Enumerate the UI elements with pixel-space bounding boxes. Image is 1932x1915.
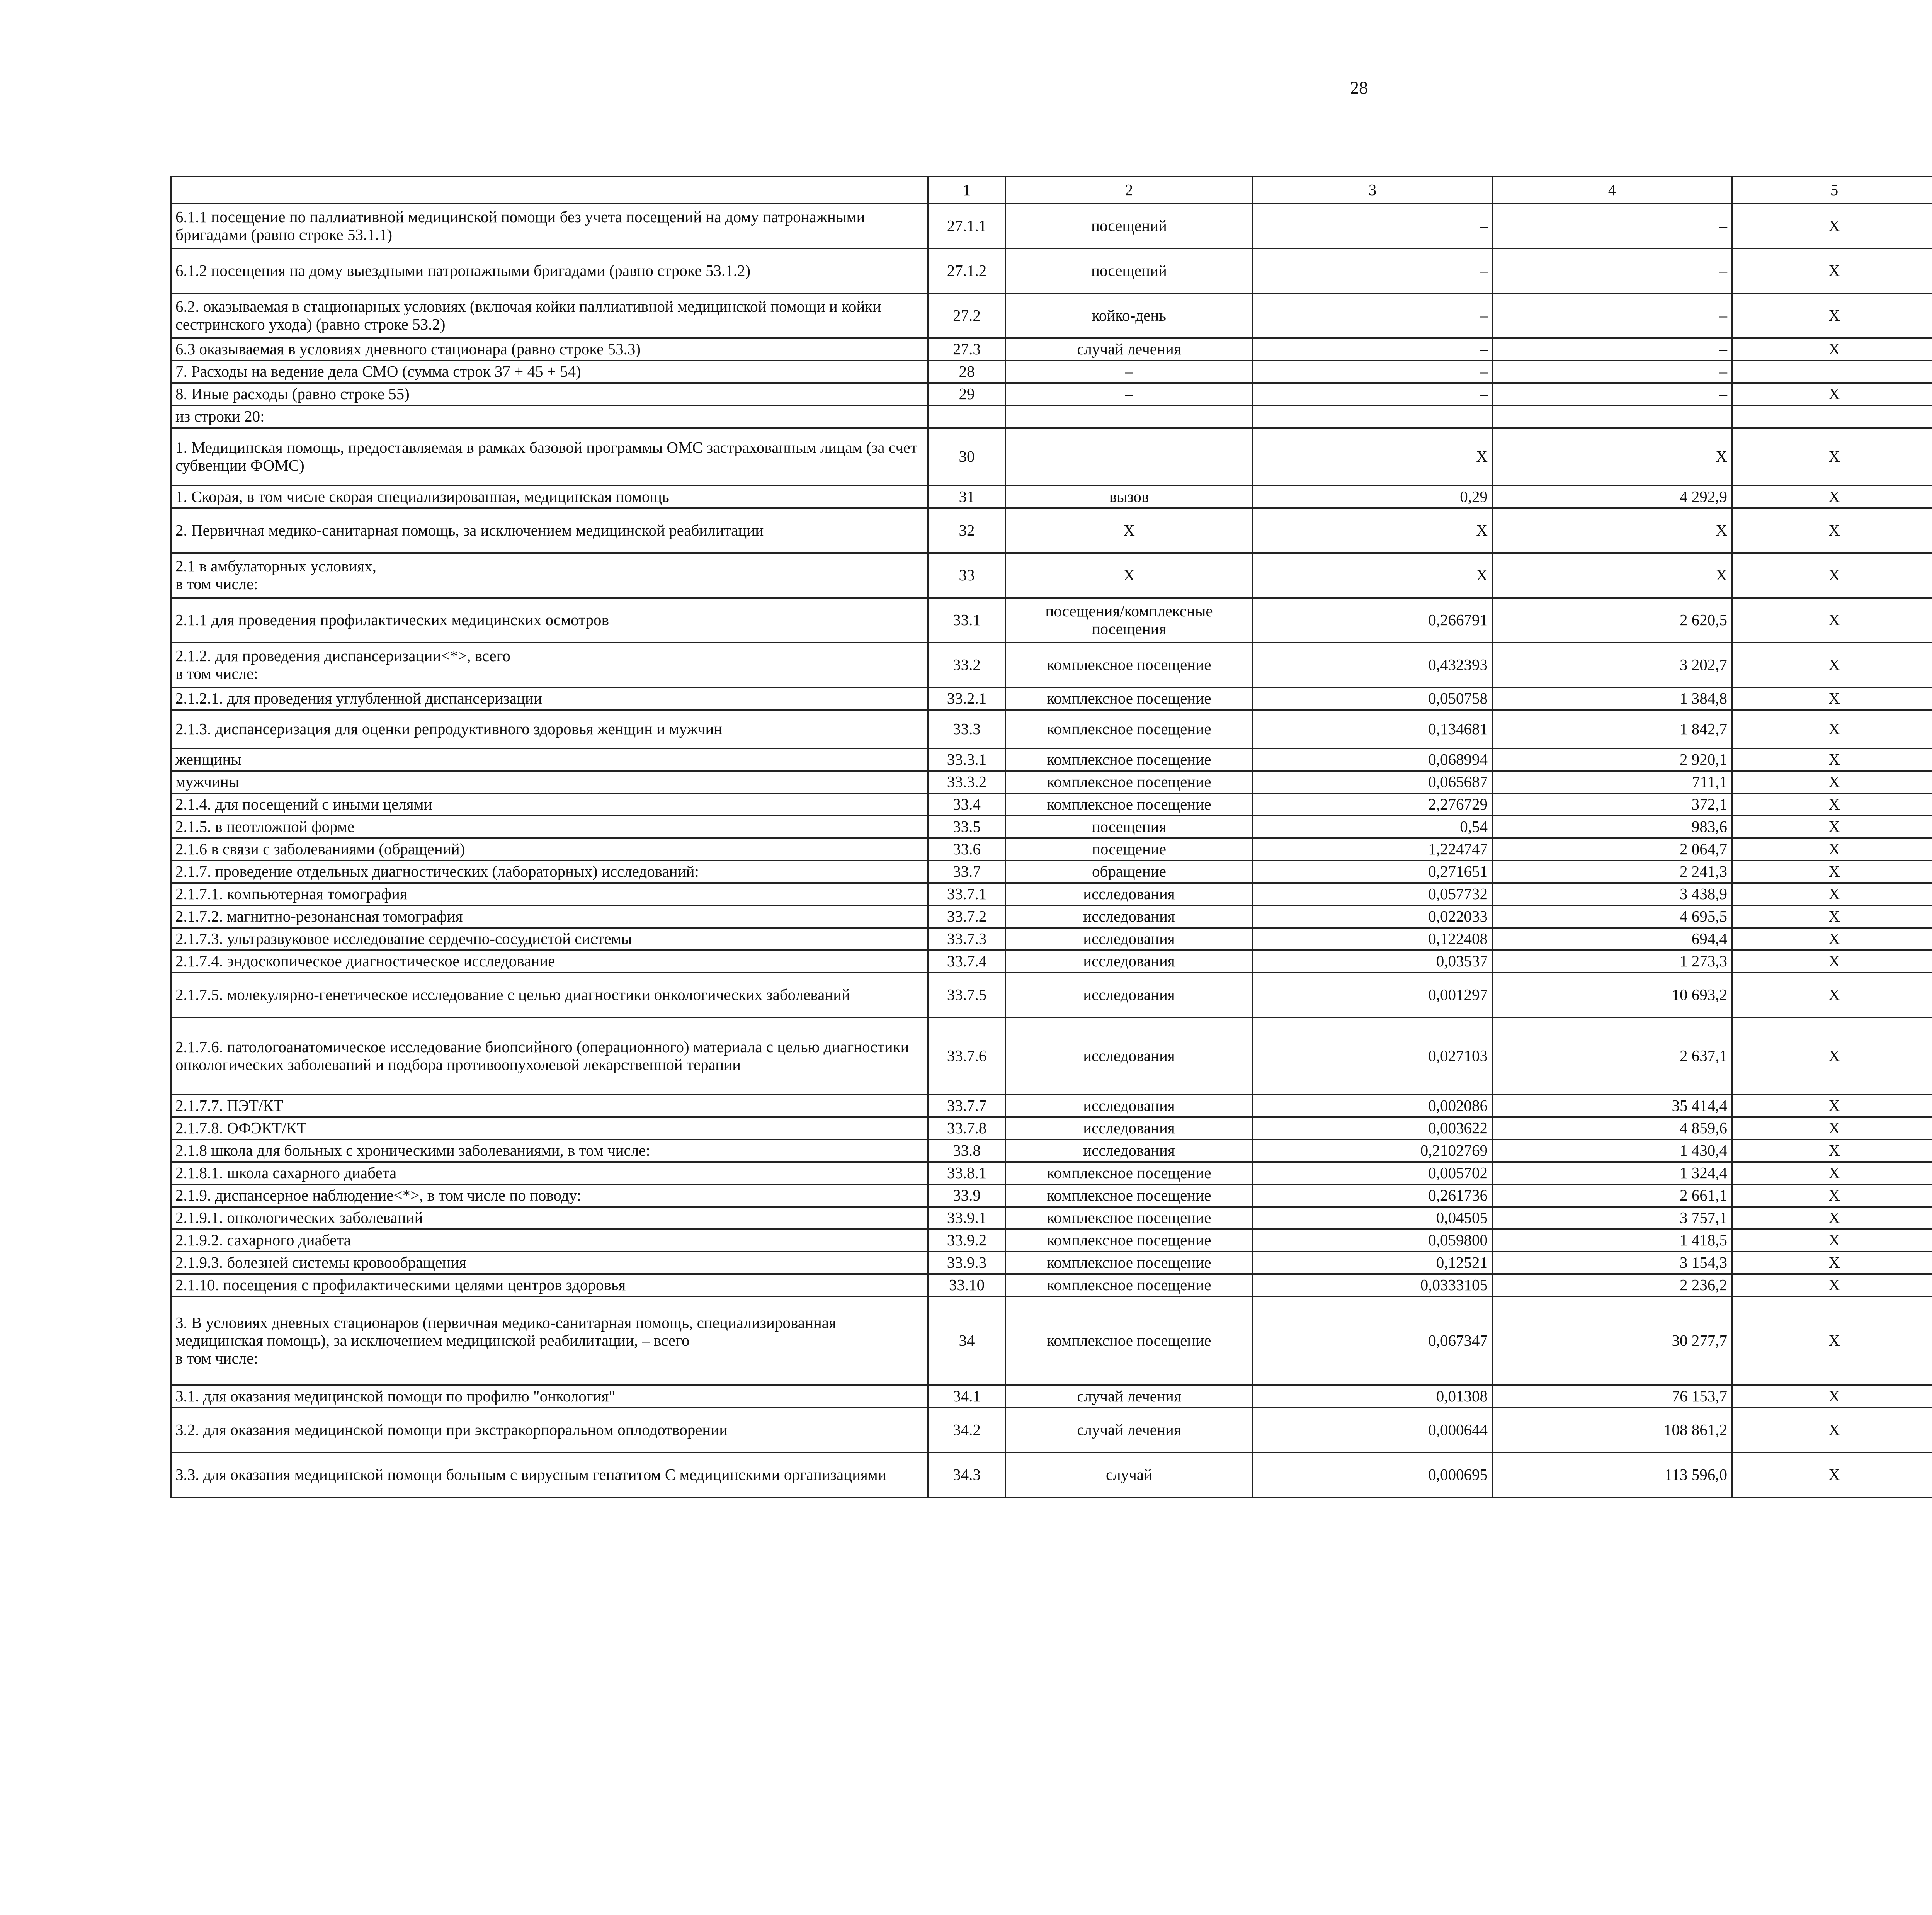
unit-cell: исследования (1005, 883, 1253, 905)
table-row (171, 710, 1932, 748)
line-number: 33 (928, 553, 1005, 598)
value-col-3 (1253, 405, 1492, 428)
table-row (171, 338, 1932, 361)
table-row (171, 248, 1932, 293)
row-name: 2.1.1 для проведения профилактических медицинских осмотров (171, 598, 928, 643)
value-col-3: 0,000644 (1253, 1408, 1492, 1452)
line-number: 33.6 (928, 838, 1005, 861)
value-col-3: 0,003622 (1253, 1117, 1492, 1139)
value-col-4: – (1492, 293, 1732, 338)
unit-cell (1005, 428, 1253, 486)
unit-cell: комплексное посещение (1005, 793, 1253, 816)
value-col-3: 0,057732 (1253, 883, 1492, 905)
table-row (171, 204, 1932, 248)
table-row (171, 361, 1932, 383)
line-number: 34.1 (928, 1385, 1005, 1408)
value-col-3: 0,432393 (1253, 643, 1492, 687)
value-col-3: – (1253, 204, 1492, 248)
unit-cell: – (1005, 383, 1253, 405)
value-col-4: 4 859,6 (1492, 1117, 1732, 1139)
data-table (170, 176, 1932, 1498)
column-header: 2 (1005, 177, 1253, 204)
value-col-5 (1732, 405, 1932, 428)
line-number: 34 (928, 1296, 1005, 1385)
value-col-5: X (1732, 1117, 1932, 1139)
row-name: 2.1.7.8. ОФЭКТ/КТ (171, 1117, 928, 1139)
line-number: 31 (928, 486, 1005, 508)
value-col-3: 0,29 (1253, 486, 1492, 508)
value-col-3: 0,2102769 (1253, 1139, 1492, 1162)
value-col-3: 0,54 (1253, 816, 1492, 838)
value-col-4: 4 695,5 (1492, 905, 1732, 928)
value-col-5: X (1732, 204, 1932, 248)
row-name: 2.1.6 в связи с заболеваниями (обращений) (171, 838, 928, 861)
value-col-5 (1732, 361, 1932, 383)
table-row (171, 687, 1932, 710)
value-col-4: 1 273,3 (1492, 950, 1732, 973)
value-col-4: 694,4 (1492, 928, 1732, 950)
table-row (171, 1207, 1932, 1229)
row-name: 2.1 в амбулаторных условиях, в том числе: (171, 553, 928, 598)
value-col-5: X (1732, 1184, 1932, 1207)
value-col-3: 0,12521 (1253, 1252, 1492, 1274)
value-col-3: – (1253, 338, 1492, 361)
line-number: 33.7.2 (928, 905, 1005, 928)
table-row (171, 1229, 1932, 1252)
line-number: 33.9.1 (928, 1207, 1005, 1229)
unit-cell: комплексное посещение (1005, 687, 1253, 710)
row-name: 8. Иные расходы (равно строке 55) (171, 383, 928, 405)
row-name: 2.1.7.2. магнитно-резонансная томография (171, 905, 928, 928)
value-col-3: 0,000695 (1253, 1452, 1492, 1497)
value-col-3: X (1253, 553, 1492, 598)
row-name: 2.1.5. в неотложной форме (171, 816, 928, 838)
unit-cell: исследования (1005, 973, 1253, 1017)
value-col-5: X (1732, 816, 1932, 838)
line-number: 33.7 (928, 861, 1005, 883)
unit-cell: вызов (1005, 486, 1253, 508)
table-row (171, 771, 1932, 793)
value-col-5: X (1732, 793, 1932, 816)
unit-cell: комплексное посещение (1005, 1274, 1253, 1296)
line-number: 33.5 (928, 816, 1005, 838)
line-number: 33.7.3 (928, 928, 1005, 950)
value-col-5: X (1732, 1139, 1932, 1162)
value-col-5: X (1732, 861, 1932, 883)
unit-cell: комплексное посещение (1005, 1229, 1253, 1252)
value-col-3: – (1253, 293, 1492, 338)
value-col-4: 3 438,9 (1492, 883, 1732, 905)
line-number: 33.7.6 (928, 1017, 1005, 1095)
row-name: 3.3. для оказания медицинской помощи больным с вирусным гепатитом С медицинскими организациями (171, 1452, 928, 1497)
line-number: 27.1.2 (928, 248, 1005, 293)
unit-cell: – (1005, 361, 1253, 383)
unit-cell: комплексное посещение (1005, 748, 1253, 771)
table-row (171, 1408, 1932, 1452)
unit-cell: случай лечения (1005, 338, 1253, 361)
unit-cell: комплексное посещение (1005, 771, 1253, 793)
row-name: 6.2. оказываемая в стационарных условиях (включая койки паллиативной медицинской помощи и койки сестринского ухода) (равно строке 53.2) (171, 293, 928, 338)
table-row (171, 1452, 1932, 1497)
value-col-5: X (1732, 553, 1932, 598)
row-name: 2.1.7.4. эндоскопическое диагностическое исследование (171, 950, 928, 973)
row-name: 1. Скорая, в том числе скорая специализированная, медицинская помощь (171, 486, 928, 508)
unit-cell: посещения/комплексные посещения (1005, 598, 1253, 643)
table-row (171, 553, 1932, 598)
column-header: 4 (1492, 177, 1732, 204)
value-col-5: X (1732, 1095, 1932, 1117)
value-col-3: 0,067347 (1253, 1296, 1492, 1385)
table-row (171, 950, 1932, 973)
value-col-3: 0,027103 (1253, 1017, 1492, 1095)
value-col-4: 711,1 (1492, 771, 1732, 793)
row-name: 2. Первичная медико-санитарная помощь, за исключением медицинской реабилитации (171, 508, 928, 553)
value-col-5: X (1732, 710, 1932, 748)
value-col-4: 2 920,1 (1492, 748, 1732, 771)
value-col-3: 2,276729 (1253, 793, 1492, 816)
table-row (171, 643, 1932, 687)
unit-cell: обращение (1005, 861, 1253, 883)
value-col-5: X (1732, 1017, 1932, 1095)
value-col-4: X (1492, 508, 1732, 553)
table-row (171, 883, 1932, 905)
unit-cell: комплексное посещение (1005, 1184, 1253, 1207)
value-col-4: 983,6 (1492, 816, 1732, 838)
unit-cell: случай лечения (1005, 1385, 1253, 1408)
value-col-5: X (1732, 838, 1932, 861)
table-row (171, 748, 1932, 771)
row-name: 2.1.9.1. онкологических заболеваний (171, 1207, 928, 1229)
unit-cell: исследования (1005, 950, 1253, 973)
unit-cell: койко-день (1005, 293, 1253, 338)
value-col-5: X (1732, 1452, 1932, 1497)
value-col-5: X (1732, 973, 1932, 1017)
value-col-5: X (1732, 905, 1932, 928)
table-row (171, 383, 1932, 405)
value-col-4: X (1492, 428, 1732, 486)
column-header: 3 (1253, 177, 1492, 204)
line-number: 33.9 (928, 1184, 1005, 1207)
unit-cell: исследования (1005, 1017, 1253, 1095)
value-col-5: X (1732, 1229, 1932, 1252)
row-name: 6.1.2 посещения на дому выездными патронажными бригадами (равно строке 53.1.2) (171, 248, 928, 293)
value-col-4: 113 596,0 (1492, 1452, 1732, 1497)
line-number: 33.7.7 (928, 1095, 1005, 1117)
unit-cell: комплексное посещение (1005, 1252, 1253, 1274)
value-col-4: 2 236,2 (1492, 1274, 1732, 1296)
row-name: 2.1.4. для посещений с иными целями (171, 793, 928, 816)
line-number: 30 (928, 428, 1005, 486)
value-col-3: – (1253, 383, 1492, 405)
value-col-3: 0,059800 (1253, 1229, 1492, 1252)
value-col-3: 0,261736 (1253, 1184, 1492, 1207)
line-number: 27.2 (928, 293, 1005, 338)
table-row (171, 1252, 1932, 1274)
value-col-5: X (1732, 883, 1932, 905)
line-number: 33.10 (928, 1274, 1005, 1296)
unit-cell (1005, 405, 1253, 428)
line-number: 33.2 (928, 643, 1005, 687)
value-col-4: 4 292,9 (1492, 486, 1732, 508)
row-name: 2.1.7.1. компьютерная томография (171, 883, 928, 905)
unit-cell: комплексное посещение (1005, 1207, 1253, 1229)
line-number: 33.3 (928, 710, 1005, 748)
page-number: 28 (1350, 78, 1368, 97)
value-col-4: 1 430,4 (1492, 1139, 1732, 1162)
value-col-5: X (1732, 687, 1932, 710)
value-col-3: 0,04505 (1253, 1207, 1492, 1229)
line-number: 33.3.1 (928, 748, 1005, 771)
value-col-4: 2 064,7 (1492, 838, 1732, 861)
value-col-4: – (1492, 338, 1732, 361)
value-col-3: 1,224747 (1253, 838, 1492, 861)
unit-cell: посещение (1005, 838, 1253, 861)
row-name: 2.1.7.7. ПЭТ/КТ (171, 1095, 928, 1117)
row-name: 3. В условиях дневных стационаров (первичная медико-санитарная помощь, специализированная медицинская помощь), за исключением медицинской реабилитации, – всего в том числе: (171, 1296, 928, 1385)
value-col-4: 1 384,8 (1492, 687, 1732, 710)
row-name: 2.1.7.3. ультразвуковое исследование сердечно-сосудистой системы (171, 928, 928, 950)
table-row (171, 405, 1932, 428)
line-number: 27.1.1 (928, 204, 1005, 248)
table-row (171, 1296, 1932, 1385)
value-col-3: 0,01308 (1253, 1385, 1492, 1408)
value-col-5: X (1732, 338, 1932, 361)
value-col-5: X (1732, 1162, 1932, 1184)
value-col-5: X (1732, 293, 1932, 338)
row-name: 2.1.10. посещения с профилактическими целями центров здоровья (171, 1274, 928, 1296)
line-number: 33.7.4 (928, 950, 1005, 973)
line-number: 33.2.1 (928, 687, 1005, 710)
value-col-4: 35 414,4 (1492, 1095, 1732, 1117)
value-col-4 (1492, 405, 1732, 428)
table-row (171, 1017, 1932, 1095)
value-col-5: X (1732, 771, 1932, 793)
value-col-5: X (1732, 950, 1932, 973)
value-col-5: X (1732, 486, 1932, 508)
value-col-5: X (1732, 1252, 1932, 1274)
row-name: 2.1.9.3. болезней системы кровообращения (171, 1252, 928, 1274)
value-col-3: 0,122408 (1253, 928, 1492, 950)
table-row (171, 1139, 1932, 1162)
row-name: 3.1. для оказания медицинской помощи по профилю "онкология" (171, 1385, 928, 1408)
line-number (928, 405, 1005, 428)
value-col-5: X (1732, 598, 1932, 643)
row-name: 2.1.3. диспансеризация для оценки репродуктивного здоровья женщин и мужчин (171, 710, 928, 748)
value-col-4: 1 324,4 (1492, 1162, 1732, 1184)
value-col-5: X (1732, 643, 1932, 687)
value-col-4: – (1492, 204, 1732, 248)
line-number: 33.9.3 (928, 1252, 1005, 1274)
table-row (171, 428, 1932, 486)
unit-cell: комплексное посещение (1005, 710, 1253, 748)
table-row (171, 508, 1932, 553)
table-row (171, 905, 1932, 928)
value-col-3: 0,068994 (1253, 748, 1492, 771)
unit-cell: исследования (1005, 905, 1253, 928)
unit-cell: X (1005, 508, 1253, 553)
row-name: 7. Расходы на ведение дела СМО (сумма строк 37 + 45 + 54) (171, 361, 928, 383)
value-col-4: 2 241,3 (1492, 861, 1732, 883)
unit-cell: посещений (1005, 204, 1253, 248)
value-col-3: 0,134681 (1253, 710, 1492, 748)
row-name: 3.2. для оказания медицинской помощи при экстракорпоральном оплодотворении (171, 1408, 928, 1452)
table-row (171, 838, 1932, 861)
line-number: 33.7.5 (928, 973, 1005, 1017)
value-col-4: 3 202,7 (1492, 643, 1732, 687)
unit-cell: посещения (1005, 816, 1253, 838)
table-row (171, 1385, 1932, 1408)
row-name: женщины (171, 748, 928, 771)
table-row (171, 1117, 1932, 1139)
unit-cell: исследования (1005, 1095, 1253, 1117)
value-col-5: X (1732, 1408, 1932, 1452)
line-number: 29 (928, 383, 1005, 405)
line-number: 33.9.2 (928, 1229, 1005, 1252)
value-col-3: – (1253, 248, 1492, 293)
unit-cell: X (1005, 553, 1253, 598)
value-col-4: – (1492, 248, 1732, 293)
row-name: 2.1.9. диспансерное наблюдение<*>, в том числе по поводу: (171, 1184, 928, 1207)
column-number-row (171, 177, 1932, 204)
row-name: мужчины (171, 771, 928, 793)
row-name: 2.1.8 школа для больных с хроническими заболеваниями, в том числе: (171, 1139, 928, 1162)
column-header: 1 (928, 177, 1005, 204)
value-col-5: X (1732, 748, 1932, 771)
row-name: 6.3 оказываемая в условиях дневного стационара (равно строке 53.3) (171, 338, 928, 361)
value-col-4: 2 620,5 (1492, 598, 1732, 643)
table-row (171, 793, 1932, 816)
table-row (171, 293, 1932, 338)
value-col-5: X (1732, 1296, 1932, 1385)
value-col-3: 0,266791 (1253, 598, 1492, 643)
value-col-4: 3 757,1 (1492, 1207, 1732, 1229)
unit-cell: исследования (1005, 928, 1253, 950)
table-row (171, 1095, 1932, 1117)
line-number: 33.8.1 (928, 1162, 1005, 1184)
value-col-5: X (1732, 428, 1932, 486)
value-col-4: 10 693,2 (1492, 973, 1732, 1017)
unit-cell: исследования (1005, 1117, 1253, 1139)
line-number: 27.3 (928, 338, 1005, 361)
row-name: 2.1.9.2. сахарного диабета (171, 1229, 928, 1252)
value-col-3: 0,0333105 (1253, 1274, 1492, 1296)
value-col-3: X (1253, 428, 1492, 486)
value-col-4: 372,1 (1492, 793, 1732, 816)
table-row (171, 861, 1932, 883)
row-name: 2.1.7.5. молекулярно-генетическое исследование с целью диагностики онкологических заболеваний (171, 973, 928, 1017)
row-name: 2.1.8.1. школа сахарного диабета (171, 1162, 928, 1184)
line-number: 33.1 (928, 598, 1005, 643)
row-name: 2.1.7.6. патологоанатомическое исследование биопсийного (операционного) материала с целью диагностики онкологических заболеваний и подбора противоопухолевой лекарственной терапии (171, 1017, 928, 1095)
row-name: 2.1.7. проведение отдельных диагностических (лабораторных) исследований: (171, 861, 928, 883)
table-row (171, 1184, 1932, 1207)
row-name: 2.1.2.1. для проведения углубленной диспансеризации (171, 687, 928, 710)
line-number: 33.7.1 (928, 883, 1005, 905)
value-col-4: – (1492, 361, 1732, 383)
table-row (171, 598, 1932, 643)
value-col-5: X (1732, 1385, 1932, 1408)
unit-cell: случай лечения (1005, 1408, 1253, 1452)
column-header: 5 (1732, 177, 1932, 204)
table-row (171, 1274, 1932, 1296)
value-col-4: 1 418,5 (1492, 1229, 1732, 1252)
value-col-4: 3 154,3 (1492, 1252, 1732, 1274)
value-col-4: 1 842,7 (1492, 710, 1732, 748)
value-col-4: 2 637,1 (1492, 1017, 1732, 1095)
value-col-4: – (1492, 383, 1732, 405)
value-col-4: 108 861,2 (1492, 1408, 1732, 1452)
unit-cell: комплексное посещение (1005, 1296, 1253, 1385)
value-col-5: X (1732, 1274, 1932, 1296)
value-col-3: 0,002086 (1253, 1095, 1492, 1117)
value-col-3: 0,271651 (1253, 861, 1492, 883)
table-row (171, 816, 1932, 838)
value-col-3: 0,005702 (1253, 1162, 1492, 1184)
line-number: 33.7.8 (928, 1117, 1005, 1139)
line-number: 33.4 (928, 793, 1005, 816)
value-col-5: X (1732, 508, 1932, 553)
unit-cell: исследования (1005, 1139, 1253, 1162)
value-col-3: 0,001297 (1253, 973, 1492, 1017)
value-col-4: 76 153,7 (1492, 1385, 1732, 1408)
row-name: из строки 20: (171, 405, 928, 428)
value-col-3: 0,022033 (1253, 905, 1492, 928)
line-number: 34.2 (928, 1408, 1005, 1452)
line-number: 33.8 (928, 1139, 1005, 1162)
value-col-5: X (1732, 248, 1932, 293)
column-header (171, 177, 928, 204)
table-row (171, 486, 1932, 508)
value-col-4: 2 661,1 (1492, 1184, 1732, 1207)
value-col-3: X (1253, 508, 1492, 553)
row-name: 6.1.1 посещение по паллиативной медицинской помощи без учета посещений на дому патронажными бригадами (равно строке 53.1.1) (171, 204, 928, 248)
unit-cell: комплексное посещение (1005, 1162, 1253, 1184)
value-col-4: 30 277,7 (1492, 1296, 1732, 1385)
line-number: 32 (928, 508, 1005, 553)
value-col-3: 0,050758 (1253, 687, 1492, 710)
value-col-3: 0,03537 (1253, 950, 1492, 973)
unit-cell: посещений (1005, 248, 1253, 293)
value-col-3: 0,065687 (1253, 771, 1492, 793)
line-number: 28 (928, 361, 1005, 383)
row-name: 1. Медицинская помощь, предоставляемая в рамках базовой программы ОМС застрахованным лицам (за счет субвенции ФОМС) (171, 428, 928, 486)
table-row (171, 928, 1932, 950)
table-row (171, 973, 1932, 1017)
row-name: 2.1.2. для проведения диспансеризации<*>, всего в том числе: (171, 643, 928, 687)
unit-cell: случай (1005, 1452, 1253, 1497)
value-col-5: X (1732, 1207, 1932, 1229)
table-row (171, 1162, 1932, 1184)
line-number: 34.3 (928, 1452, 1005, 1497)
value-col-5: X (1732, 928, 1932, 950)
unit-cell: комплексное посещение (1005, 643, 1253, 687)
value-col-4: X (1492, 553, 1732, 598)
value-col-3: – (1253, 361, 1492, 383)
value-col-5: X (1732, 383, 1932, 405)
line-number: 33.3.2 (928, 771, 1005, 793)
